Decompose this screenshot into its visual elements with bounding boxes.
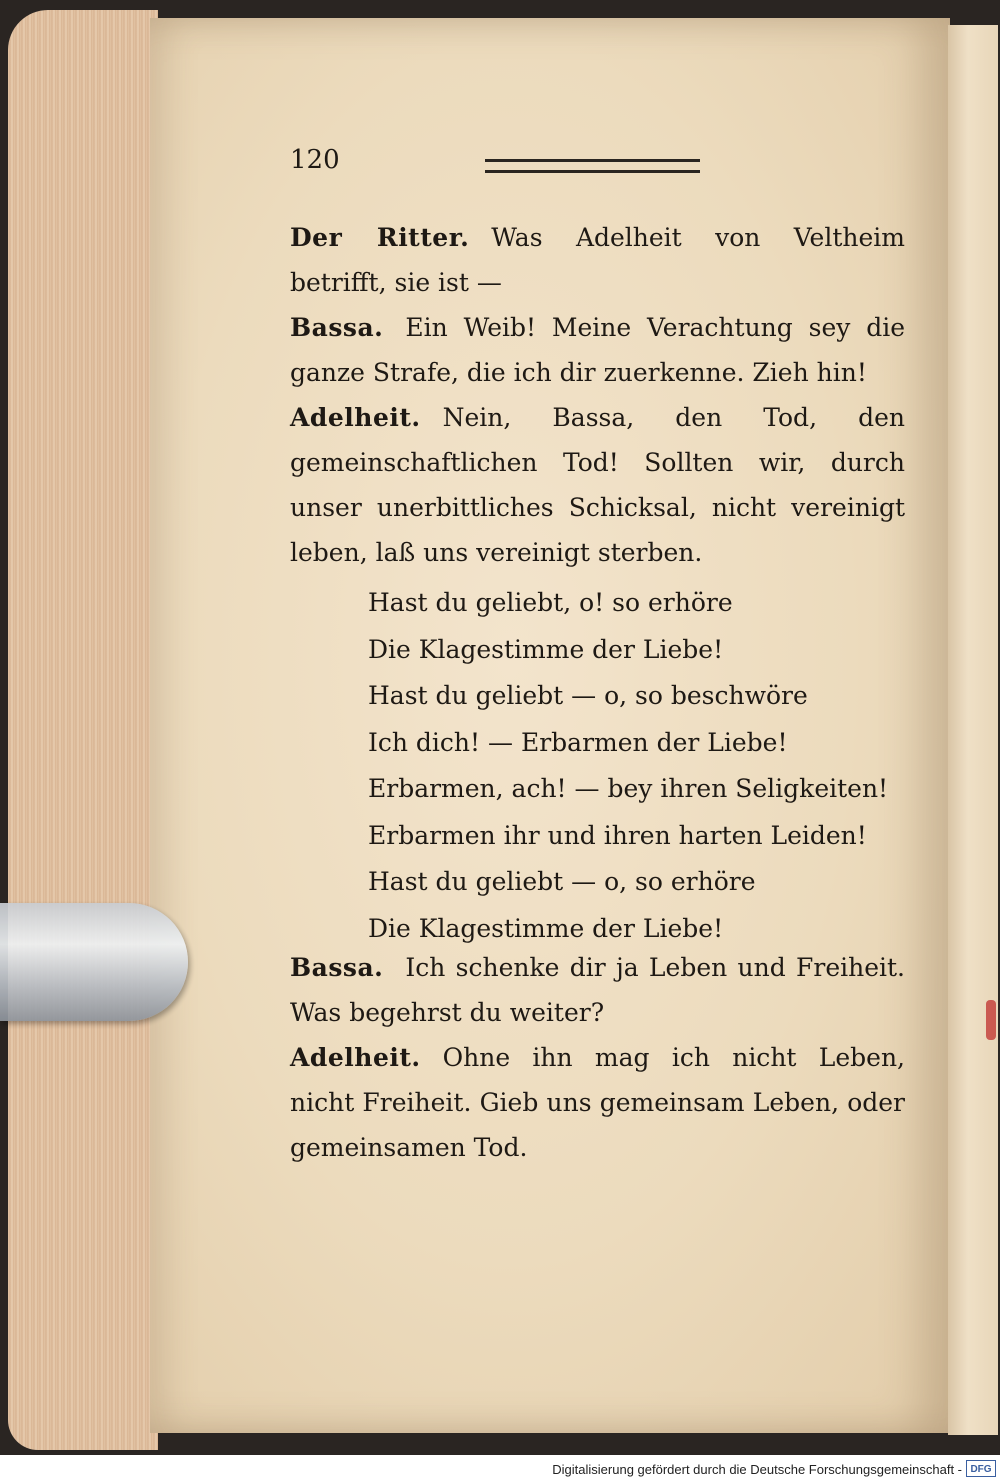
- paragraph-text: Ein Weib! Meine Verachtung sey die ganze Strafe, die ich dir zuerkenne. Zieh hin!: [290, 313, 905, 387]
- dfg-logo: DFG: [966, 1460, 996, 1477]
- verse-line: Ich dich! — Erbarmen der Liebe!: [368, 727, 788, 757]
- paragraph-text: Was Adelheit von Veltheim betrifft, sie ist —: [290, 223, 905, 297]
- speaker-name: Der Ritter.: [290, 223, 470, 252]
- facing-page-edge: [948, 25, 998, 1435]
- paragraph-bassa: [290, 305, 905, 395]
- speaker-name: Adelheit.: [290, 403, 421, 432]
- page-edges: [8, 10, 158, 1450]
- song-verse: [368, 580, 908, 952]
- page-header: [290, 145, 910, 185]
- speaker-name: Bassa.: [290, 313, 384, 342]
- footer-bar: [0, 1455, 1000, 1483]
- verse-line: Erbarmen ihr und ihren harten Leiden!: [368, 820, 867, 850]
- paragraph-ritter: [290, 215, 905, 305]
- red-ink-mark: [986, 1000, 996, 1040]
- verse-line: Die Klagestimme der Liebe!: [368, 913, 724, 943]
- verse-line: Hast du geliebt — o, so erhöre: [368, 867, 756, 896]
- paragraph-bassa-2: [290, 945, 905, 1035]
- speaker-name: Bassa.: [290, 953, 384, 982]
- page-number: 120: [290, 145, 340, 175]
- page-holder-clip: [0, 903, 188, 1021]
- paragraph-text: Ich schenke dir ja Leben und Freiheit. Was begehrst du weiter?: [290, 953, 905, 1027]
- paragraph-text: Ohne ihn mag ich nicht Leben, nicht Freiheit. Gieb uns gemeinsam Leben, oder gemeinsamen Tod.: [290, 1043, 905, 1162]
- header-rule: [485, 159, 700, 173]
- speaker-name: Adelheit.: [290, 1043, 421, 1072]
- paragraph-text: Nein, Bassa, den Tod, den gemeinschaftlichen Tod! Sollten wir, durch unser unerbittliches Schicksal, nicht vereinigt leben, laß uns vereinigt sterben.: [290, 403, 905, 567]
- verse-line: Erbarmen, ach! — bey ihren Seligkeiten!: [368, 774, 889, 803]
- footer-credit: Digitalisierung gefördert durch die Deutsche Forschungsgemeinschaft -: [552, 1462, 962, 1477]
- verse-line: Die Klagestimme der Liebe!: [368, 634, 724, 664]
- verse-line: Hast du geliebt, o! so erhöre: [368, 588, 733, 617]
- paragraph-adelheit-2: [290, 1035, 905, 1170]
- verse-line: Hast du geliebt — o, so beschwöre: [368, 681, 808, 710]
- paragraph-adelheit: [290, 395, 905, 575]
